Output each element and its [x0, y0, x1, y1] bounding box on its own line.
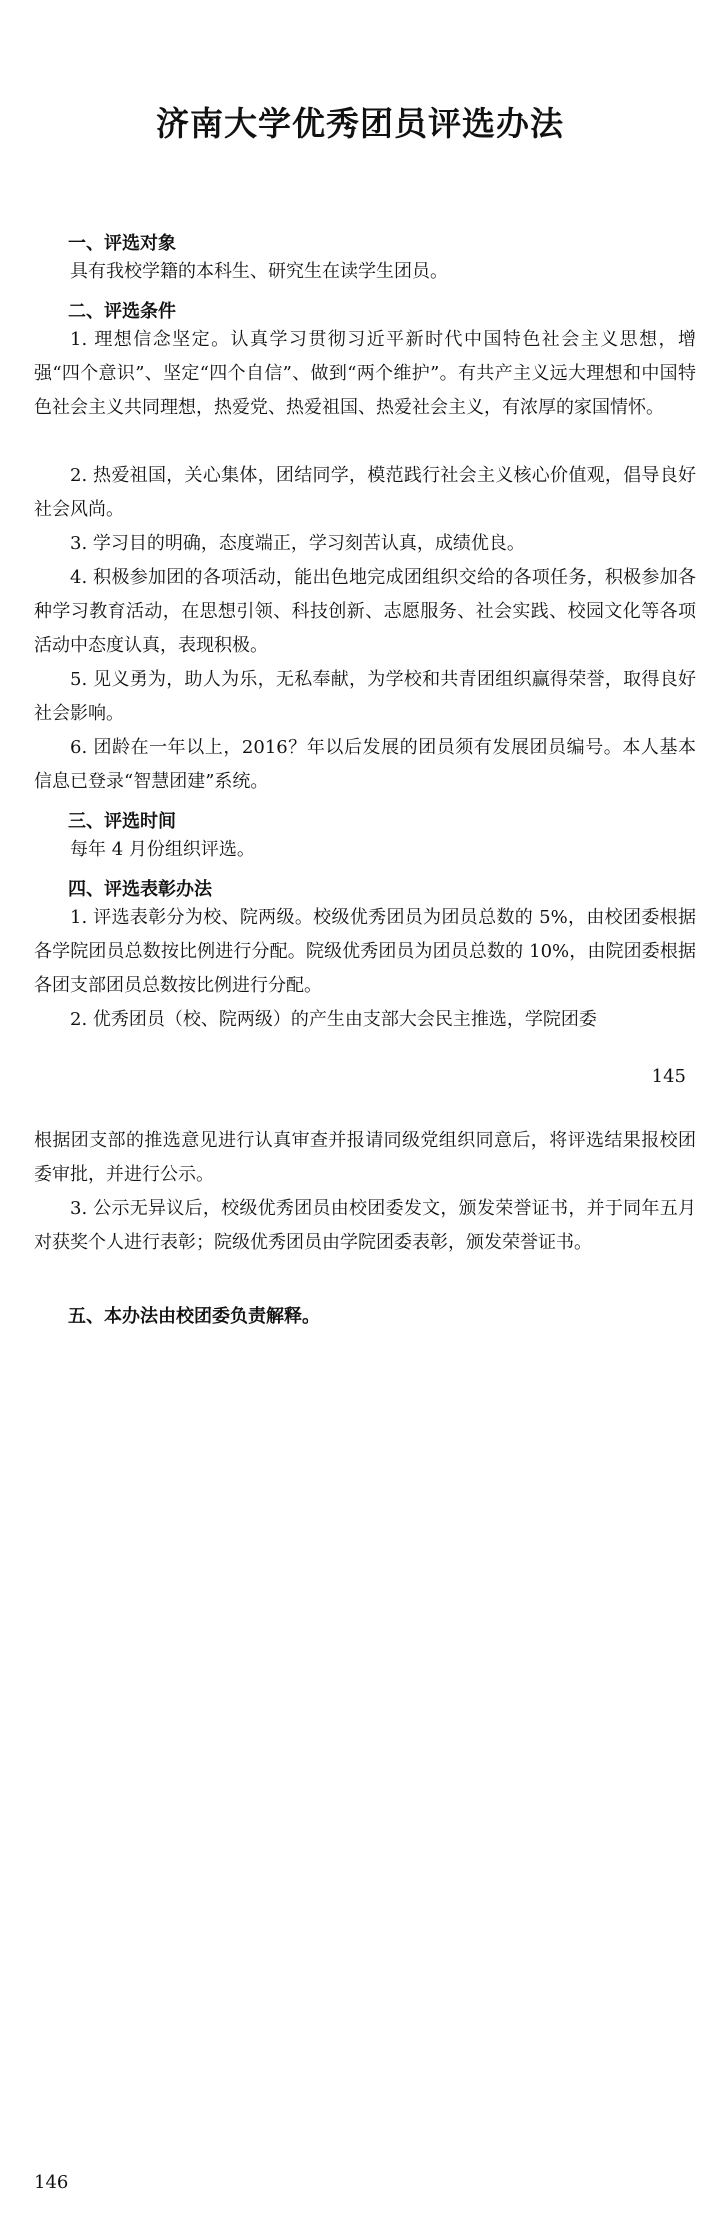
section-heading-5: 五、本办法由校团委负责解释。 [68, 1306, 320, 1327]
paragraph-time: 每年 4 月份组织评选。 [70, 839, 255, 860]
paragraph-condition-3: 3. 学习目的明确，态度端正，学习刻苦认真，成绩优良。 [70, 533, 525, 554]
section-heading-1: 一、评选对象 [68, 233, 176, 254]
section-heading-2: 二、评选条件 [68, 301, 176, 322]
paragraph-condition-2: 2. 热爱祖国，关心集体，团结同学，模范践行社会主义核心价值观，倡导良好社会风尚。 [34, 465, 696, 520]
page-number-145: 145 [651, 1066, 686, 1087]
section-heading-3: 三、评选时间 [68, 811, 176, 832]
paragraph-condition-6: 6. 团龄在一年以上，2016？年以后发展的团员须有发展团员编号。本人基本信息已登录“智慧团建”系统。 [34, 737, 696, 792]
paragraph-method-1: 1. 评选表彰分为校、院两级。校级优秀团员为团员总数的 5%，由校团委根据各学院团员总数按比例进行分配。院级优秀团员为团员总数的 10%，由院团委根据各团支部团员总数按比例进行分配。 [34, 907, 696, 996]
section-heading-4: 四、评选表彰办法 [68, 879, 212, 900]
paragraph-method-2: 2. 优秀团员（校、院两级）的产生由支部大会民主推选，学院团委 [70, 1009, 597, 1030]
paragraph-condition-1: 1. 理想信念坚定。认真学习贯彻习近平新时代中国特色社会主义思想，增强“四个意识”、坚定“四个自信”、做到“两个维护”。有共产主义远大理想和中国特色社会主义共同理想，热爱党、热爱祖国、热爱社会主义，有浓厚的家国情怀。 [34, 329, 696, 418]
paragraph-eligibility: 具有我校学籍的本科生、研究生在读学生团员。 [70, 261, 448, 282]
paragraph-condition-4: 4. 积极参加团的各项活动，能出色地完成团组织交给的各项任务，积极参加各种学习教育活动，在思想引领、科技创新、志愿服务、社会实践、校园文化等各项活动中态度认真，表现积极。 [34, 567, 696, 656]
paragraph-condition-5: 5. 见义勇为，助人为乐，无私奉献，为学校和共青团组织赢得荣誉，取得良好社会影响。 [34, 669, 696, 724]
page-number-146: 146 [34, 2172, 69, 2193]
document-title: 济南大学优秀团员评选办法 [156, 104, 564, 143]
paragraph-method-3: 3. 公示无异议后，校级优秀团员由校团委发文，颁发荣誉证书，并于同年五月对获奖个人进行表彰；院级优秀团员由学院团委表彰，颁发荣誉证书。 [34, 1198, 696, 1253]
paragraph-method-2-continued: 根据团支部的推选意见进行认真审查并报请同级党组织同意后，将评选结果报校团委审批，并进行公示。 [34, 1130, 696, 1185]
